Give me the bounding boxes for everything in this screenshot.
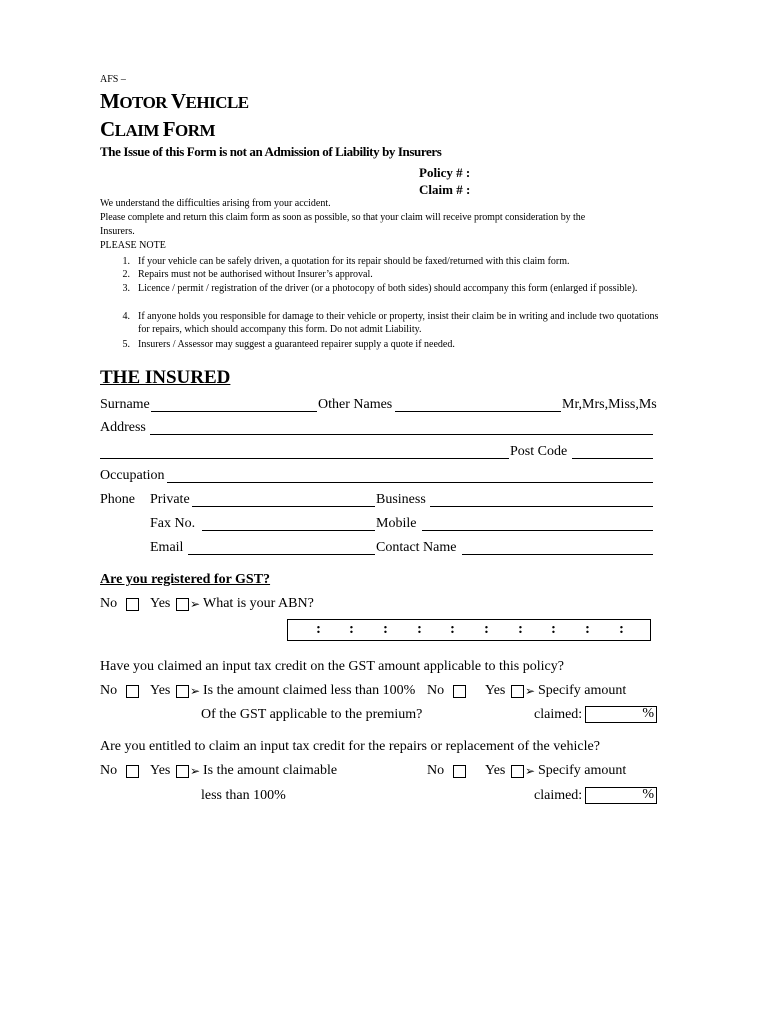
address-label: Address: [100, 420, 146, 435]
claim-number-label: Claim # :: [419, 182, 471, 197]
other-names-label: Other Names: [318, 397, 393, 412]
q2-claimed-percent-input[interactable]: [585, 706, 657, 723]
q2-yes-label: Yes: [150, 683, 171, 698]
q2-follow-question: Is the amount claimed less than 100%: [203, 683, 416, 698]
q2-yes-checkbox[interactable]: [176, 685, 189, 698]
q3-specify-label: Specify amount: [538, 763, 627, 778]
title-options: Mr,Mrs,Miss,Ms: [562, 397, 657, 412]
q3-follow-yes-checkbox[interactable]: [511, 765, 524, 778]
abn-separator: :: [316, 621, 321, 637]
arrow-icon: ➢: [190, 684, 201, 698]
private-phone-label: Private: [150, 492, 190, 507]
q3-follow-yes-label: Yes: [485, 763, 506, 778]
abn-separator: :: [585, 621, 590, 637]
private-phone-field[interactable]: [192, 506, 375, 507]
q3-follow-question: Is the amount claimable: [203, 763, 338, 778]
q3-no-label: No: [100, 763, 118, 778]
q3-follow-question-line2: less than 100%: [201, 788, 286, 803]
abn-separator: :: [383, 621, 388, 637]
q2-follow-yes-checkbox[interactable]: [511, 685, 524, 698]
email-field[interactable]: [188, 554, 375, 555]
surname-label: Surname: [100, 397, 150, 412]
q2-follow-question-line2: Of the GST applicable to the premium?: [201, 707, 423, 722]
intro-line-3: Insurers.: [100, 226, 135, 237]
intro-line-2: Please complete and return this claim form as soon as possible, so that your claim will receive prompt consideration by the: [100, 212, 586, 223]
abn-separator: :: [551, 621, 556, 637]
q2-follow-yes-label: Yes: [485, 683, 506, 698]
q3-claimed-label: claimed:: [534, 788, 583, 803]
policy-number-label: Policy # :: [419, 165, 471, 180]
percent-sign: %: [642, 706, 654, 721]
gst-no-checkbox[interactable]: [126, 598, 139, 611]
abn-input[interactable]: [287, 619, 651, 641]
q3-yes-checkbox[interactable]: [176, 765, 189, 778]
input-tax-credit-question: Have you claimed an input tax credit on the GST amount applicable to this policy?: [100, 659, 564, 674]
repairs-credit-question: Are you entitled to claim an input tax credit for the repairs or replacement of the vehicle?: [100, 739, 600, 754]
occupation-field[interactable]: [167, 482, 653, 483]
gst-heading: Are you registered for GST?: [100, 572, 271, 587]
q3-claimed-percent-input[interactable]: [585, 787, 657, 804]
address-field-line2[interactable]: [100, 458, 509, 459]
liability-disclaimer: The Issue of this Form is not an Admission of Liability by Insurers: [100, 144, 442, 159]
arrow-icon: ➢: [525, 764, 536, 778]
q3-no-checkbox[interactable]: [126, 765, 139, 778]
business-phone-label: Business: [376, 492, 426, 507]
abn-separator: :: [619, 621, 624, 637]
abn-separator: :: [450, 621, 455, 637]
occupation-label: Occupation: [100, 468, 165, 483]
abn-separator: :: [518, 621, 523, 637]
q2-no-label: No: [100, 683, 118, 698]
form-title-line2: CLAIM FORM: [100, 117, 216, 141]
email-label: Email: [150, 540, 184, 555]
q2-follow-no-label: No: [427, 683, 445, 698]
q2-specify-label: Specify amount: [538, 683, 627, 698]
q2-no-checkbox[interactable]: [126, 685, 139, 698]
intro-line-1: We understand the difficulties arising from your accident.: [100, 198, 331, 209]
gst-yes-label: Yes: [150, 596, 171, 611]
gst-no-label: No: [100, 596, 118, 611]
contact-name-field[interactable]: [462, 554, 653, 555]
abn-question: What is your ABN?: [203, 596, 314, 611]
fax-label: Fax No.: [150, 516, 196, 531]
abn-separator: :: [349, 621, 354, 637]
mobile-label: Mobile: [376, 516, 417, 531]
q2-follow-no-checkbox[interactable]: [453, 685, 466, 698]
abn-separator: :: [417, 621, 422, 637]
address-field-line1[interactable]: [150, 434, 653, 435]
mobile-field[interactable]: [422, 530, 653, 531]
phone-label: Phone: [100, 492, 135, 507]
other-names-field[interactable]: [395, 411, 561, 412]
form-title-line1: MOTOR VEHICLE: [100, 89, 249, 113]
q3-follow-no-label: No: [427, 763, 445, 778]
q2-claimed-label: claimed:: [534, 707, 583, 722]
insured-heading: THE INSURED: [100, 367, 231, 388]
surname-field[interactable]: [151, 411, 317, 412]
please-note-heading: PLEASE NOTE: [100, 240, 166, 251]
fax-field[interactable]: [202, 530, 375, 531]
post-code-field[interactable]: [572, 458, 653, 459]
gst-yes-checkbox[interactable]: [176, 598, 189, 611]
form-code: AFS –: [100, 74, 126, 85]
arrow-icon: ➢: [190, 764, 201, 778]
arrow-icon: ➢: [525, 684, 536, 698]
q3-yes-label: Yes: [150, 763, 171, 778]
q3-follow-no-checkbox[interactable]: [453, 765, 466, 778]
post-code-label: Post Code: [510, 444, 568, 459]
contact-name-label: Contact Name: [376, 540, 457, 555]
abn-separator: :: [484, 621, 489, 637]
arrow-icon: ➢: [190, 597, 201, 611]
percent-sign: %: [642, 787, 654, 802]
business-phone-field[interactable]: [430, 506, 653, 507]
